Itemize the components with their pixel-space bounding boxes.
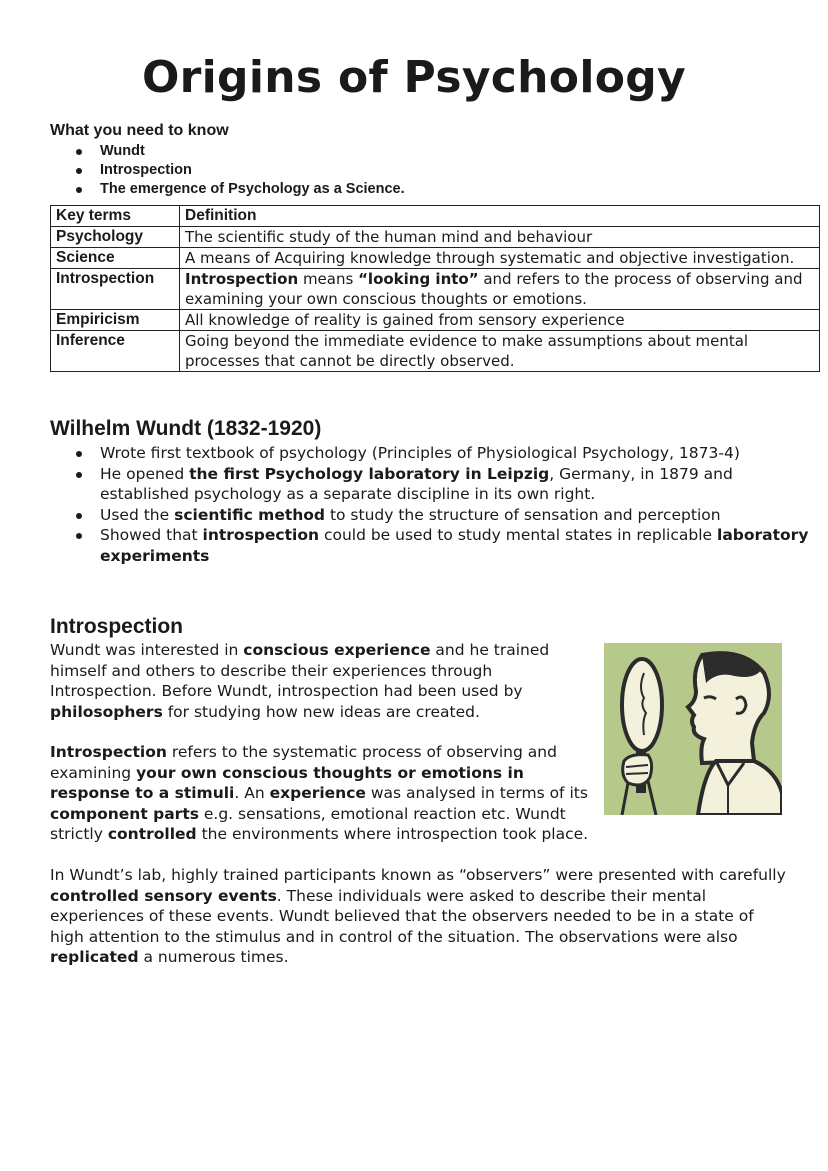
table-row [51, 269, 820, 310]
what-you-need-list [50, 142, 405, 199]
bullet-icon [76, 533, 82, 539]
list-item: Wundt [50, 142, 405, 161]
header-key-terms: Key terms [51, 206, 180, 227]
mirror-face-icon [604, 643, 782, 815]
bullet-icon [76, 149, 82, 155]
list-item: Introspection [50, 161, 405, 180]
term-cell: Inference [51, 331, 180, 372]
introspection-heading: Introspection [50, 615, 184, 638]
table-row [51, 331, 820, 372]
table-row [51, 310, 820, 331]
table-row [51, 248, 820, 269]
introspection-mirror-illustration [604, 643, 782, 815]
table-header-row [51, 206, 820, 227]
term-cell: Empiricism [51, 310, 180, 331]
page-title: Origins of Psychology [141, 52, 687, 103]
definition-cell: All knowledge of reality is gained from sensory experience [180, 310, 820, 331]
what-you-need-heading: What you need to know [50, 122, 229, 139]
header-definition: Definition [180, 206, 820, 227]
introspection-paragraph-2: Introspection refers to the systematic process of observing and examining your own conscious thoughts or emotions in response to a stimuli. An experience was analysed in terms of its component parts e.g. sensations, emotional reaction etc. Wundt strictly controlled the environments where introspection took place. [50, 743, 589, 843]
list-item: Wrote first textbook of psychology (Principles of Physiological Psychology, 1873-4) [50, 443, 820, 464]
table-row [51, 227, 820, 248]
term-cell: Psychology [51, 227, 180, 248]
term-cell: Introspection [51, 269, 180, 310]
term-cell: Science [51, 248, 180, 269]
bullet-icon [76, 451, 82, 457]
definition-cell: Introspection means “looking into” and refers to the process of observing and examining your own conscious thoughts or emotions. [180, 269, 820, 310]
definition-cell: A means of Acquiring knowledge through systematic and objective investigation. [180, 248, 820, 269]
list-item: Showed that introspection could be used to study mental states in replicable laboratory experiments [50, 525, 820, 566]
definition-cell: Going beyond the immediate evidence to make assumptions about mental processes that cannot be directly observed. [180, 331, 820, 372]
bullet-icon [76, 187, 82, 193]
list-item: He opened the first Psychology laboratory in Leipzig, Germany, in 1879 and established psychology as a separate discipline in its own right. [50, 464, 820, 505]
introspection-paragraph-3: In Wundt’s lab, highly trained participants known as “observers” were presented with carefully controlled sensory events. These individuals were asked to describe their mental experiences of these events. Wundt believed that the observers needed to be in a state of high attention to the stimulus and in control of the situation. The observations were also replicated a numerous times. [50, 866, 786, 966]
introspection-paragraph-1: Wundt was interested in conscious experience and he trained himself and others to describe their experiences through Introspection. Before Wundt, introspection had been used by philosophers for studying how new ideas are created. [50, 641, 550, 721]
list-item: Used the scientific method to study the structure of sensation and perception [50, 505, 820, 526]
list-item: The emergence of Psychology as a Science. [50, 180, 405, 199]
bullet-icon [76, 472, 82, 478]
definition-cell: The scientific study of the human mind and behaviour [180, 227, 820, 248]
bullet-icon [76, 168, 82, 174]
wundt-bullets [50, 443, 820, 566]
key-terms-table [50, 205, 820, 372]
bullet-icon [76, 513, 82, 519]
wundt-heading: Wilhelm Wundt (1832-1920) [50, 417, 322, 440]
